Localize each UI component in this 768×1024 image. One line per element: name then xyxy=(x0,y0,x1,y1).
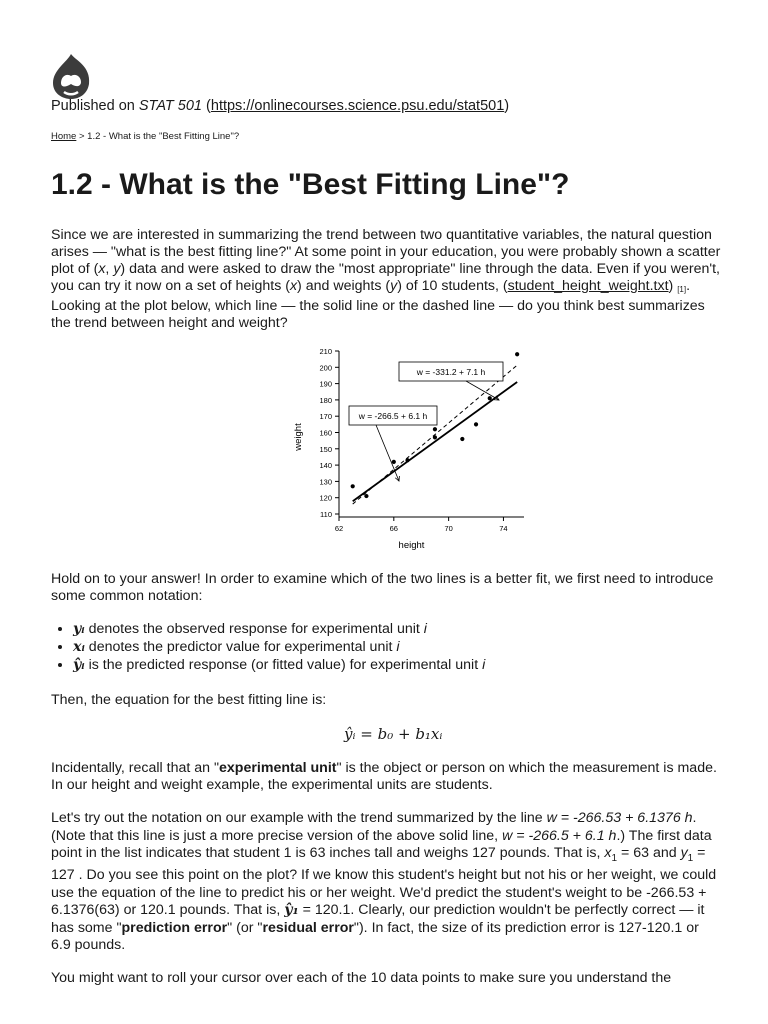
data-point xyxy=(392,460,396,464)
notation-var: i xyxy=(482,657,486,673)
incident-bold: experimental unit xyxy=(219,760,337,776)
y-tick-label: 200 xyxy=(319,363,332,373)
ex-text-6: = 63 and xyxy=(617,845,681,861)
data-point xyxy=(433,435,437,439)
site-name: STAT 501 xyxy=(138,98,203,114)
y-tick-label: 120 xyxy=(319,493,332,503)
x-tick-label: 62 xyxy=(334,524,344,533)
solid-line-annotation-arrow xyxy=(376,425,399,481)
data-file-link[interactable]: student_height_weight.txt xyxy=(507,278,669,294)
intro-y: y xyxy=(113,261,121,277)
data-point xyxy=(474,422,478,426)
published-prefix: Published on xyxy=(51,98,135,114)
ex-text-5: .) The first data point in the list indicates that student 1 is 63 inches tall and weighs 127 pounds. That is, xyxy=(51,827,712,861)
ex-text-10: "). In fact, the size of its prediction error is 127-120.1 or 6.9 pounds. xyxy=(51,919,699,954)
hold-paragraph: Hold on to your answer! In order to examine which of the two lines is a better fit, we first need to introduce some common notation: xyxy=(51,571,714,604)
chart-svg xyxy=(241,342,531,556)
ex-text-3: . (Note that this line is just a more precise version of the above solid line, xyxy=(51,810,697,844)
ex-line-eq: w = -266.53 + 6.1376 h xyxy=(546,810,693,826)
best-fit-equation: ŷᵢ = b₀ + b₁xᵢ xyxy=(344,725,443,743)
site-url-link[interactable]: https://onlinecourses.science.psu.edu/stat501 xyxy=(210,98,505,114)
x-tick-label: 66 xyxy=(389,524,398,533)
ex-bold-1: prediction error xyxy=(121,919,228,936)
notation-item xyxy=(73,639,743,656)
ex-y1: y xyxy=(680,845,688,861)
x-axis-label: height xyxy=(398,540,425,551)
example-paragraph xyxy=(51,810,721,955)
ex-line-eq-2: w = -266.5 + 6.1 h xyxy=(502,827,617,844)
intro-text-2: ) data and were asked to draw the "most appropriate" line through the data. Even if you weren't, you can try it now on a set of heights ( xyxy=(51,261,720,294)
y-tick-label: 140 xyxy=(319,461,332,471)
notation-symbol: yᵢ xyxy=(73,621,85,637)
intro-y2: y xyxy=(390,278,398,294)
ex-y1-sub: 1 xyxy=(687,852,694,864)
dashed-line-annotation-text: w = -331.2 + 7.1 h xyxy=(416,367,486,377)
notation-symbol: xᵢ xyxy=(73,639,85,655)
y-axis-label: weight xyxy=(293,423,304,451)
x-tick-label: 70 xyxy=(444,524,453,533)
ex-text-8: = 120.1. Clearly, our prediction wouldn't be perfectly correct — it has some " xyxy=(51,902,705,936)
solid-fit-line xyxy=(353,382,517,501)
ex-text-1: Let's try out the notation on our example with the trend summarized by the line xyxy=(51,810,547,826)
close-paren: ) xyxy=(504,98,510,114)
breadcrumb-home-link[interactable]: Home xyxy=(51,131,77,142)
y-tick-label: 190 xyxy=(319,379,332,389)
intro-text-1: Since we are interested in summarizing the trend between two quantitative variables, the natural question arises — "what is the best fitting line?" At some point in your education, you were probably shown a scatter plot of ( xyxy=(51,227,721,277)
breadcrumb-separator: > xyxy=(76,131,88,142)
intro-x: x xyxy=(98,261,106,277)
data-point xyxy=(515,352,519,356)
incidentally-paragraph xyxy=(51,760,721,794)
y-tick-label: 170 xyxy=(319,412,332,422)
drupal-logo-icon xyxy=(51,52,91,100)
data-point xyxy=(351,484,355,488)
ex-text-9: " (or " xyxy=(227,919,263,936)
notation-var: i xyxy=(396,639,400,655)
breadcrumb xyxy=(51,131,239,142)
intro-text-3: ) and weights ( xyxy=(297,278,391,294)
published-on xyxy=(51,98,509,114)
page-title: 1.2 - What is the "Best Fitting Line"? xyxy=(51,168,570,201)
breadcrumb-current: 1.2 - What is the "Best Fitting Line"? xyxy=(87,131,240,142)
intro-text-4: ) of 10 students, ( xyxy=(397,278,508,294)
notation-list xyxy=(51,621,743,675)
notation-symbol: ŷᵢ xyxy=(73,657,85,673)
y-tick-label: 180 xyxy=(319,395,332,405)
notation-var: i xyxy=(423,621,427,637)
incident-text-1: Incidentally, recall that an " xyxy=(51,760,220,776)
data-point xyxy=(460,437,464,441)
ex-x1: x xyxy=(604,845,612,861)
ex-x1-sub: 1 xyxy=(611,852,618,864)
footnote-ref[interactable]: [1] xyxy=(677,285,687,294)
data-point xyxy=(405,458,409,462)
ex-bold-2: residual error xyxy=(262,919,354,936)
notation-text: denotes the observed response for experimental unit xyxy=(84,621,424,637)
data-point xyxy=(364,494,368,498)
y-tick-label: 210 xyxy=(319,347,332,356)
notation-item xyxy=(73,657,743,674)
rollover-paragraph: You might want to roll your cursor over each of the 10 data points to make sure you understand the xyxy=(51,970,672,986)
intro-text-5: ) xyxy=(668,278,678,294)
scatter-plot xyxy=(241,342,531,556)
intro-paragraph xyxy=(51,227,721,332)
y-tick-label: 130 xyxy=(319,477,332,487)
then-paragraph: Then, the equation for the best fitting line is: xyxy=(51,692,327,708)
y-tick-label: 110 xyxy=(320,510,332,519)
data-point xyxy=(433,427,437,431)
y-tick-label: 150 xyxy=(319,444,332,454)
ex-yhat: ŷ₁ xyxy=(284,902,299,919)
dashed-line-annotation-arrow xyxy=(466,381,499,400)
incident-text-2: " is the object or person on which the measurement is made. In our height and weight example, the experimental units are students. xyxy=(51,760,717,793)
notation-item xyxy=(73,621,743,638)
open-paren: ( xyxy=(202,98,211,114)
intro-x2: x xyxy=(289,278,298,294)
y-tick-label: 160 xyxy=(319,428,332,438)
notation-text: denotes the predictor value for experimental unit xyxy=(84,639,397,655)
notation-text: is the predicted response (or fitted value) for experimental unit xyxy=(84,657,483,673)
ex-text-7: = 127 . Do you see this point on the plot? If we know this student's height but not his or her weight, we could use the equation of the line to predict his or her weight. We'd predict the student's weight to be -266.53 + 6.1376(63) or 120.1 pounds. That is, xyxy=(51,845,717,919)
data-point xyxy=(488,396,492,400)
solid-line-annotation-text: w = -266.5 + 6.1 h xyxy=(358,411,428,421)
x-tick-label: 74 xyxy=(499,524,508,533)
intro-text-6: . Looking at the plot below, which line — the solid line or the dashed line — do you think best summarizes the trend between height and weight? xyxy=(51,278,705,331)
intro-comma: , xyxy=(105,261,114,277)
